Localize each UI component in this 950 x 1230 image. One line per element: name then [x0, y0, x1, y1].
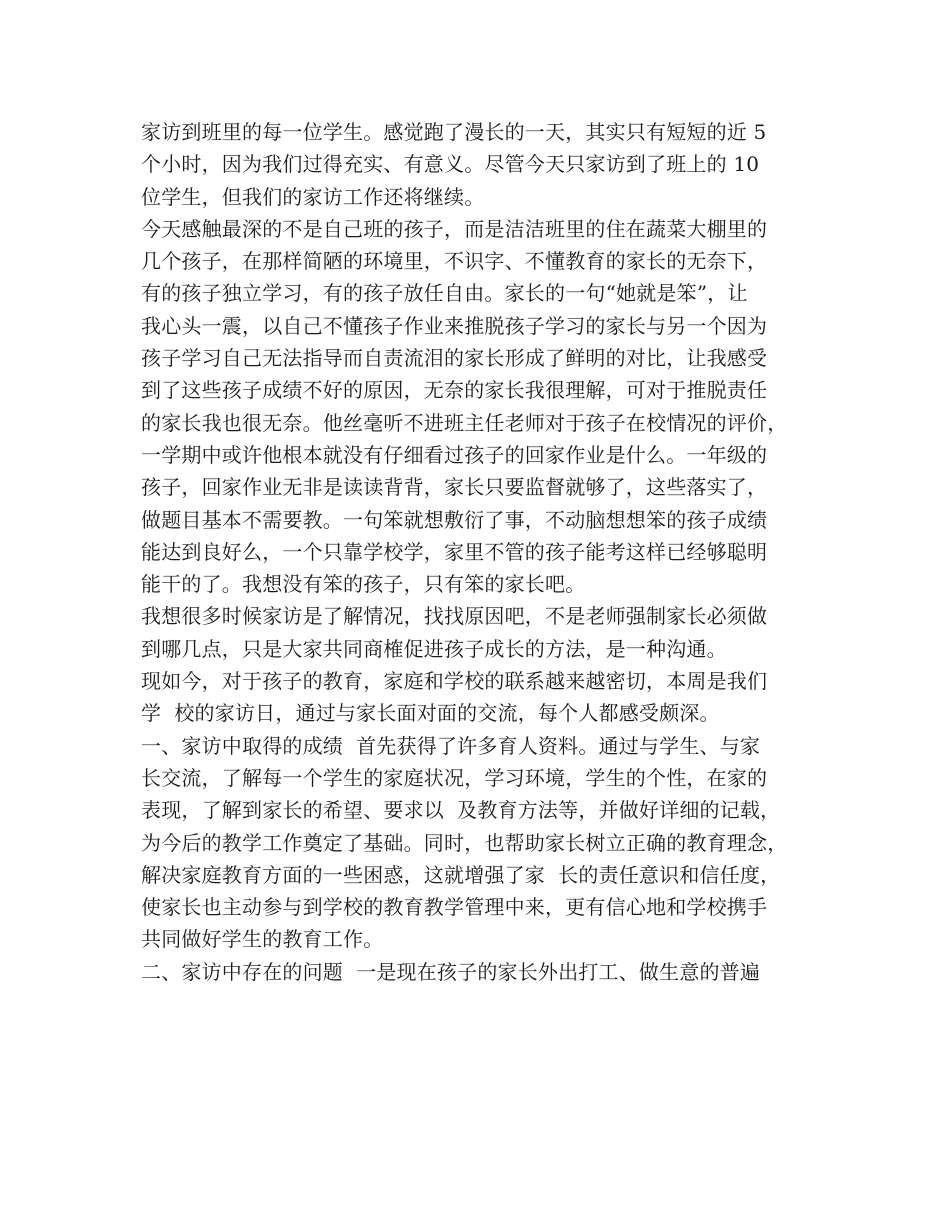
text-line: 能达到良好么，一个只靠学校学，家里不管的孩子能考这样已经够聪明 — [141, 539, 768, 564]
text-line: 到了这些孩子成绩不好的原因，无奈的家长我很理解，可对于推脱责任 — [141, 378, 768, 403]
text-line: 到哪几点，只是大家共同商榷促进孩子成长的方法，是一种沟通。 — [141, 636, 727, 661]
text-line: 我想很多时候家访是了解情况，找找原因吧，不是老师强制家长必须做 — [141, 604, 768, 629]
text-line: 今天感触最深的不是自己班的孩子，而是洁洁班里的住在蔬菜大棚里的 — [141, 216, 768, 241]
text-line: 使家长也主动参与到学校的教育教学管理中来，更有信心地和学校携手 — [141, 895, 768, 920]
text-line: 的家长我也很无奈。他丝毫听不进班主任老师对于孩子在校情况的评价， — [141, 410, 788, 435]
text-line: 长交流，了解每一个学生的家庭状况，学习环境，学生的个性，在家的 — [141, 765, 768, 790]
text-line: 现如今，对于孩子的教育，家庭和学校的联系越来越密切，本周是我们 — [141, 669, 768, 694]
text-line: 家访到班里的每一位学生。感觉跑了漫长的一天，其实只有短短的近 5 — [141, 120, 767, 144]
text-line: 能干的了。我想没有笨的孩子，只有笨的家长吧。 — [141, 572, 586, 597]
text-line: 共同做好学生的教育工作。 — [141, 927, 384, 952]
text-line: 几个孩子，在那样简陋的环境里，不识字、不懂教育的家长的无奈下， — [141, 249, 768, 274]
text-line: 学 校的家访日，通过与家长面对面的交流，每个人都感受颇深。 — [141, 701, 720, 726]
text-line: 一学期中或许他根本就没有仔细看过孩子的回家作业是什么。一年级的 — [141, 442, 768, 467]
text-line: 一、家访中取得的成绩 首先获得了许多育人资料。通过与学生、与家 — [141, 733, 761, 758]
text-line: 位学生，但我们的家访工作还将继续。 — [141, 184, 485, 209]
text-line: 表现，了解到家长的希望、要求以 及教育方法等，并做好详细的记载， — [141, 798, 781, 823]
text-line: 二、家访中存在的问题 一是现在孩子的家长外出打工、做生意的普遍 — [141, 959, 761, 984]
text-line: 孩子学习自己无法指导而自责流泪的家长形成了鲜明的对比，让我感受 — [141, 346, 768, 371]
text-line: 解决家庭教育方面的一些困惑，这就增强了家 长的责任意识和信任度， — [141, 862, 781, 887]
text-line: 我心头一震，以自己不懂孩子作业来推脱孩子学习的家长与另一个因为 — [141, 313, 768, 338]
document-body-text — [141, 116, 821, 988]
text-line: 为今后的教学工作奠定了基础。同时，也帮助家长树立正确的教育理念， — [141, 830, 788, 855]
text-line: 有的孩子独立学习，有的孩子放任自由。家长的一句“她就是笨”，让 — [141, 281, 748, 306]
text-line: 做题目基本不需要教。一句笨就想敷衍了事，不动脑想想笨的孩子成绩 — [141, 507, 768, 532]
text-line: 个小时，因为我们过得充实、有意义。尽管今天只家访到了班上的 10 — [141, 152, 760, 177]
text-line: 孩子，回家作业无非是读读背背，家长只要监督就够了，这些落实了， — [141, 475, 768, 500]
